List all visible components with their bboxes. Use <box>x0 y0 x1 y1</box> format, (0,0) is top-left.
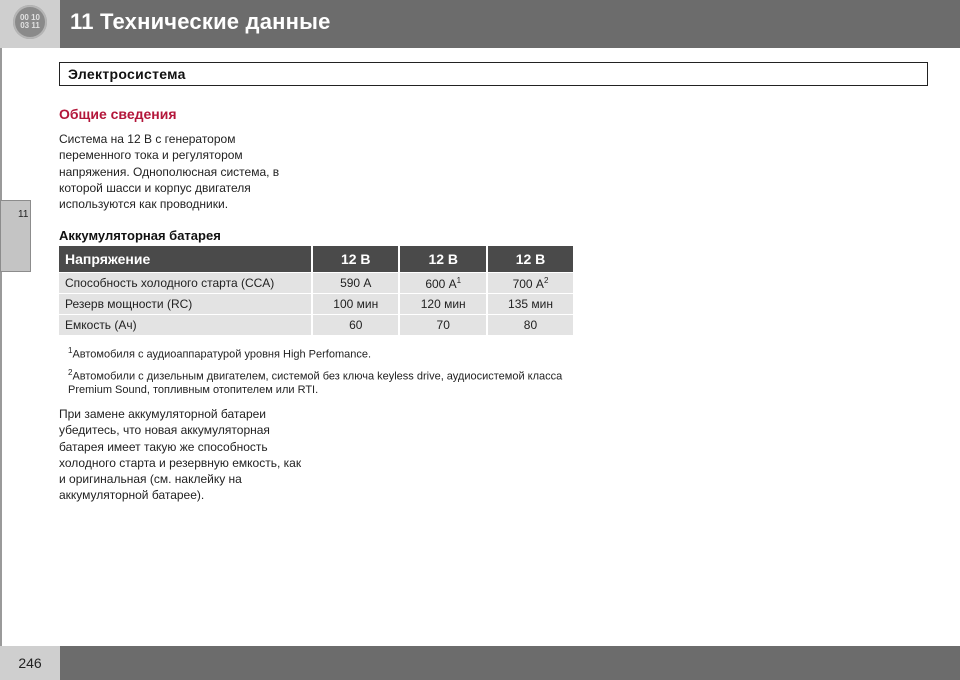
cell-value: 590 А <box>340 276 372 290</box>
general-info-text: Система на 12 В с генератором переменного тока и регулятором напряжения. Однополюсная система, в которой шасси и корпус двигателя используются как проводники. <box>59 132 280 212</box>
battery-table-title: Аккумуляторная батарея <box>59 228 221 243</box>
table-cell <box>399 273 486 294</box>
column-header: 12 В <box>487 246 573 273</box>
table-cell: 80 <box>487 315 573 336</box>
footnote-marker: 2 <box>543 275 549 285</box>
table-row <box>59 273 573 294</box>
table-cell: 135 мин <box>487 294 573 315</box>
row-label: Емкость (Ач) <box>59 315 312 336</box>
footnote-marker: 1 <box>456 275 462 285</box>
logo-line-1: 00 10 <box>19 13 41 22</box>
column-header: 12 В <box>399 246 486 273</box>
table-row <box>59 315 573 336</box>
footnote <box>68 366 568 397</box>
page-footer <box>0 646 960 680</box>
row-label: Способность холодного старта (CCA) <box>59 273 312 294</box>
table-cell <box>487 273 573 294</box>
footer-tab <box>0 646 60 680</box>
page-number: 246 <box>18 655 42 671</box>
manual-logo-icon <box>13 5 47 39</box>
table-cell: 100 мин <box>312 294 399 315</box>
section-title-box <box>59 62 928 86</box>
chapter-title: 11 Технические данные <box>70 9 331 34</box>
table-cell: 70 <box>399 315 486 336</box>
section-title: Электросистема <box>68 66 186 82</box>
table-cell: 60 <box>312 315 399 336</box>
cell-value: 600 А <box>425 276 457 291</box>
footnote <box>68 344 568 362</box>
table-row <box>59 294 573 315</box>
chapter-side-tab[interactable] <box>0 200 31 272</box>
header-tab <box>0 0 60 48</box>
footnote-text: Автомобили с дизельным двигателем, системой без ключа keyless drive, аудиосистемой класса Premium Sound, топливным отопителем или RTI. <box>68 370 563 396</box>
chapter-side-tab-label: 11 <box>18 209 29 220</box>
replacement-note: При замене аккумуляторной батареи убедитесь, что новая аккумуляторная батарея имеет такую же способность холодного старта и резервную емкость, как и оригинальная (см. наклейку на аккумуляторной батарее). <box>59 407 302 503</box>
table-cell: 120 мин <box>399 294 486 315</box>
footnote-mark: 1 <box>68 346 73 355</box>
left-margin-rule <box>0 48 2 646</box>
table-header-row <box>59 246 573 273</box>
page-header <box>0 0 960 48</box>
footnote-mark: 2 <box>68 368 73 377</box>
logo-line-2: 03 11 <box>20 21 40 30</box>
table-cell <box>312 273 399 294</box>
column-header: Напряжение <box>59 246 312 273</box>
cell-value: 700 А <box>512 276 544 291</box>
general-info-heading: Общие сведения <box>59 106 177 122</box>
row-label: Резерв мощности (RC) <box>59 294 312 315</box>
battery-spec-table <box>59 246 573 335</box>
footnote-text: Автомобиля с аудиоаппаратурой уровня High Perfomance. <box>72 348 372 361</box>
column-header: 12 В <box>312 246 399 273</box>
